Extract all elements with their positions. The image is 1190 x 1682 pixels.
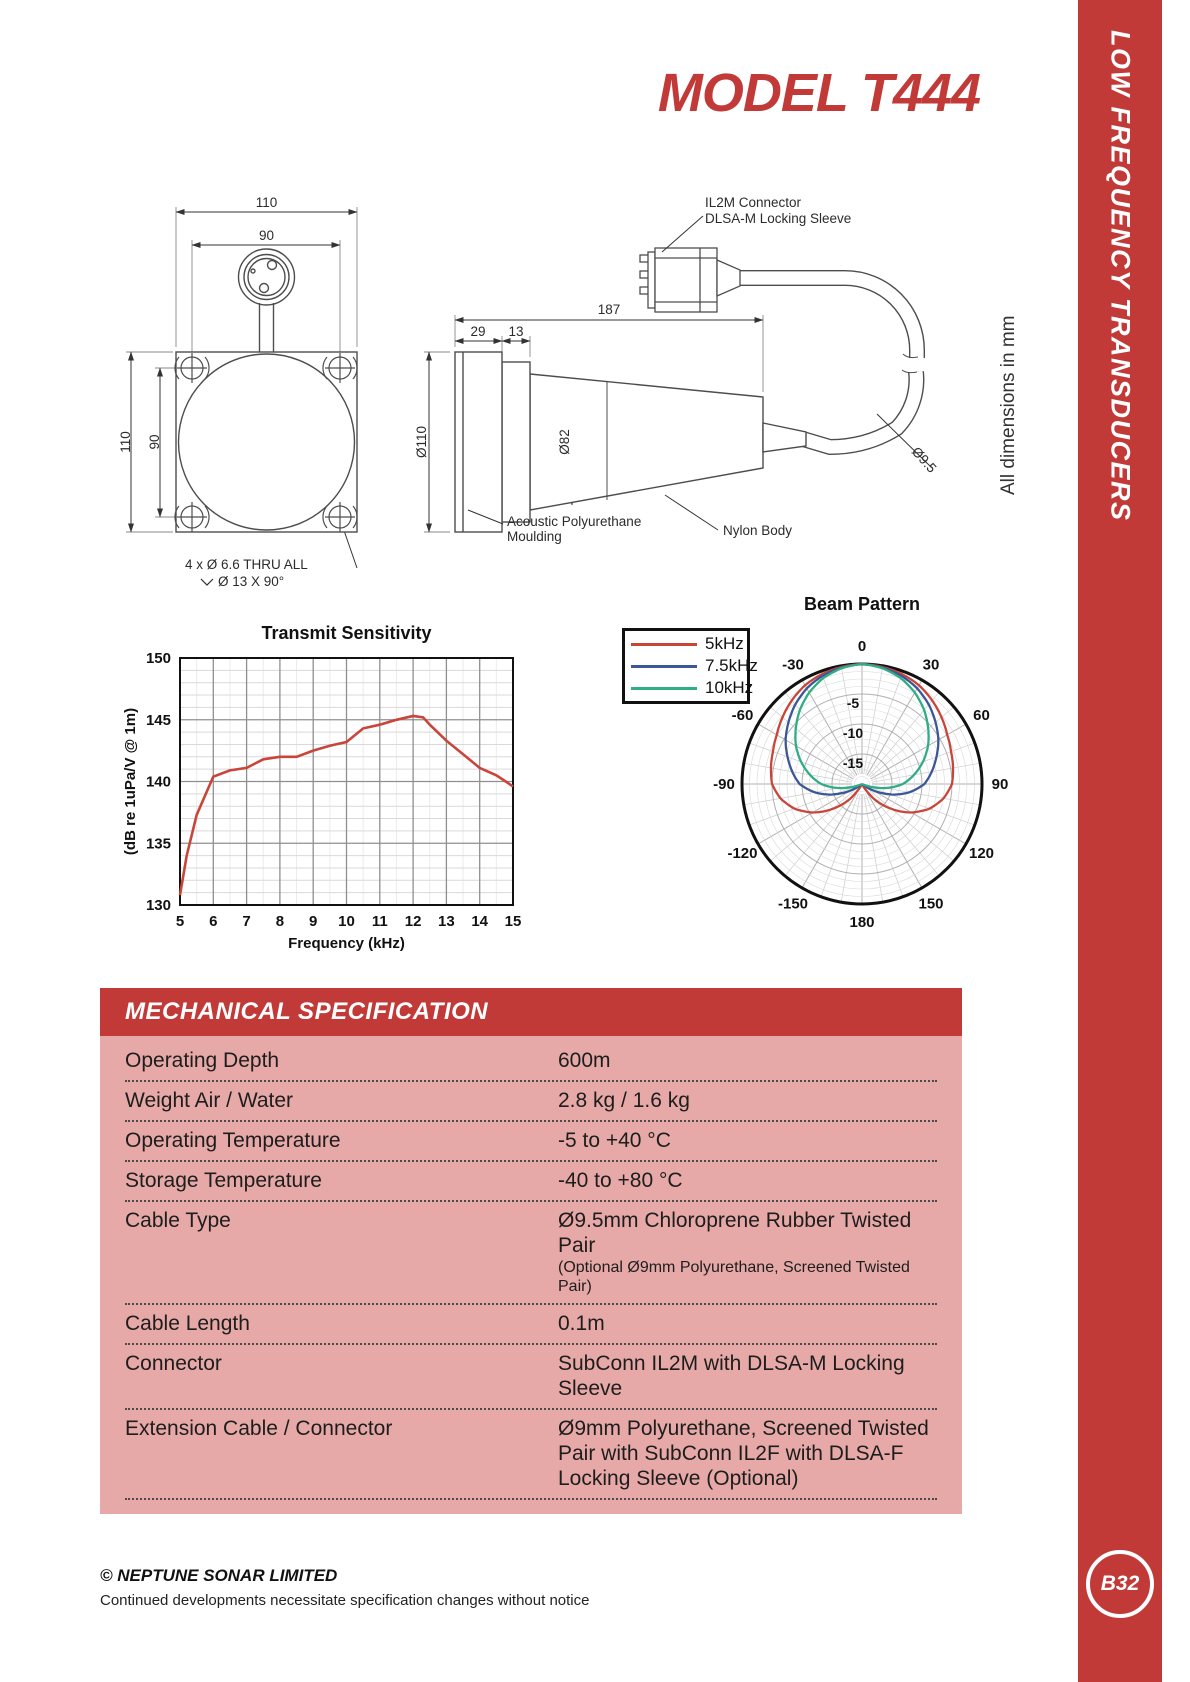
angle-tick-label: 120 [968, 845, 995, 862]
chart-title: Beam Pattern [803, 594, 921, 614]
spec-table-header: MECHANICAL SPECIFICATION [100, 988, 962, 1036]
dim-dia-9-5: Ø9.5 [908, 443, 940, 476]
spec-label: Operating Temperature [125, 1129, 341, 1152]
spec-row [125, 1202, 937, 1305]
plot-grid [180, 658, 513, 905]
spec-value-note: (Optional Ø9mm Polyurethane, Screened Twisted Pair) [558, 1259, 910, 1295]
angle-tick-label: -30 [782, 656, 804, 674]
angle-tick-label: 180 [849, 914, 875, 931]
legend-label: 5kHz [705, 634, 744, 653]
spec-table-body [100, 1036, 962, 1514]
legend-swatch [631, 665, 697, 668]
spec-value-text: -40 to +80 °C [558, 1169, 683, 1192]
spec-row [125, 1162, 937, 1202]
spec-value [558, 1208, 937, 1296]
side-view-drawing [395, 190, 995, 580]
y-tick-label: 150 [145, 650, 171, 667]
legend-label: 7.5kHz [705, 656, 758, 675]
spec-value-text: 2.8 kg / 1.6 kg [558, 1089, 690, 1112]
dim-90-left: 90 [147, 434, 162, 450]
spec-value-text: SubConn IL2M with DLSA-M Locking Sleeve [558, 1352, 905, 1400]
dim-29: 29 [470, 324, 486, 339]
radial-tick-label: -10 [842, 725, 864, 741]
x-tick-label: 9 [309, 913, 318, 930]
spec-label: Cable Length [125, 1312, 250, 1335]
x-tick-label: 12 [404, 913, 422, 930]
cable [740, 278, 918, 447]
spec-row [125, 1122, 937, 1162]
chart-title: Transmit Sensitivity [261, 623, 432, 643]
spec-row [125, 1345, 937, 1410]
connector-drawing [640, 248, 740, 312]
mechanical-specification-table [100, 988, 962, 1514]
legend-entry [631, 655, 758, 677]
spec-label: Weight Air / Water [125, 1089, 294, 1112]
legend-entry [631, 677, 754, 699]
spec-value-text: Ø9mm Polyurethane, Screened Twisted Pair with SubConn IL2F with DLSA-F Locking Sleeve (Optional) [558, 1417, 929, 1490]
page-title: MODEL T444 [657, 63, 980, 123]
spec-label: Extension Cable / Connector [125, 1417, 393, 1440]
body-outline [455, 352, 806, 532]
dim-dia-82: Ø82 [557, 429, 572, 455]
spec-label: Cable Type [125, 1209, 231, 1232]
dim-110-top: 110 [255, 195, 278, 210]
angle-tick-label: 60 [973, 707, 990, 724]
nylon-body-label: Nylon Body [723, 523, 793, 538]
sidebar-category-label: LOW FREQUENCY TRANSDUCERS [1105, 30, 1136, 522]
moulding-label-1: Acoustic Polyurethane [507, 514, 642, 529]
moulding-label-2: Moulding [507, 529, 562, 544]
angle-tick-label: -60 [731, 707, 754, 724]
spec-value-text: Ø9.5mm Chloroprene Rubber Twisted Pair [558, 1209, 912, 1257]
spec-value [558, 1048, 937, 1073]
dimensions-note: All dimensions in mm [998, 315, 1019, 495]
spec-value [558, 1416, 937, 1491]
x-tick-label: 15 [504, 913, 522, 930]
radial-tick-label: -5 [846, 695, 860, 711]
spec-value-text: 600m [558, 1049, 611, 1072]
angle-tick-label: -120 [727, 845, 758, 862]
front-view-drawing [95, 185, 395, 595]
spec-value [558, 1088, 937, 1113]
spec-label: Operating Depth [125, 1049, 280, 1072]
x-tick-label: 7 [242, 913, 251, 930]
spec-row [125, 1410, 937, 1500]
y-tick-label: 140 [145, 773, 171, 791]
footer-disclaimer: Continued developments necessitate specification changes without notice [100, 1592, 590, 1609]
x-tick-label: 8 [275, 913, 285, 930]
spec-value-text: 0.1m [558, 1312, 605, 1335]
connector-label-1: IL2M Connector [705, 195, 802, 210]
footer-company: © NEPTUNE SONAR LIMITED [100, 1566, 338, 1585]
front-view-outline [176, 249, 357, 532]
angle-tick-label: 30 [922, 656, 940, 674]
transmit-sensitivity-chart [115, 585, 535, 960]
connector-label-2: DLSA-M Locking Sleeve [705, 211, 852, 226]
spec-label: Connector [125, 1352, 222, 1375]
y-axis-label: (dB re 1uPa/V @ 1m) [122, 707, 139, 856]
spec-value [558, 1168, 937, 1193]
legend-entry [631, 633, 744, 655]
sidebar-band [1078, 0, 1162, 1682]
hole-note-line2: Ø 13 X 90° [218, 574, 285, 589]
y-tick-label: 135 [145, 835, 171, 853]
angle-tick-label: -90 [713, 776, 735, 793]
angle-tick-label: 150 [918, 895, 944, 913]
dim-13: 13 [508, 324, 524, 339]
page-number-badge [1086, 1550, 1154, 1618]
x-tick-label: 13 [438, 913, 455, 930]
y-tick-label: 145 [145, 711, 171, 729]
angle-tick-label: 90 [991, 776, 1009, 793]
page-number: B32 [1100, 1572, 1140, 1595]
x-axis-label: Frequency (kHz) [288, 935, 405, 952]
dim-110-left: 110 [118, 431, 133, 453]
x-tick-label: 14 [471, 913, 489, 930]
angle-tick-label: 0 [857, 638, 867, 655]
dim-90-top: 90 [258, 228, 275, 243]
x-tick-label: 10 [338, 913, 355, 930]
spec-value [558, 1128, 937, 1153]
dim-dia-110: Ø110 [414, 425, 429, 459]
beam-pattern-legend [622, 628, 758, 704]
spec-value [558, 1311, 937, 1336]
legend-label: 10kHz [705, 678, 754, 697]
y-tick-label: 130 [145, 897, 171, 914]
spec-value [558, 1351, 937, 1401]
dim-187: 187 [597, 302, 621, 317]
radial-tick-label: -15 [842, 755, 864, 771]
angle-tick-label: -150 [777, 895, 809, 913]
x-tick-label: 11 [371, 913, 388, 930]
x-tick-label: 5 [175, 913, 185, 930]
hole-note-line1: 4 x Ø 6.6 THRU ALL [185, 557, 308, 572]
spec-row [125, 1082, 937, 1122]
x-tick-label: 6 [209, 913, 218, 930]
spec-label: Storage Temperature [125, 1169, 322, 1192]
spec-row [125, 1042, 937, 1082]
legend-swatch [631, 687, 697, 690]
spec-row [125, 1305, 937, 1345]
spec-value-text: -5 to +40 °C [558, 1129, 671, 1152]
legend-swatch [631, 643, 697, 646]
